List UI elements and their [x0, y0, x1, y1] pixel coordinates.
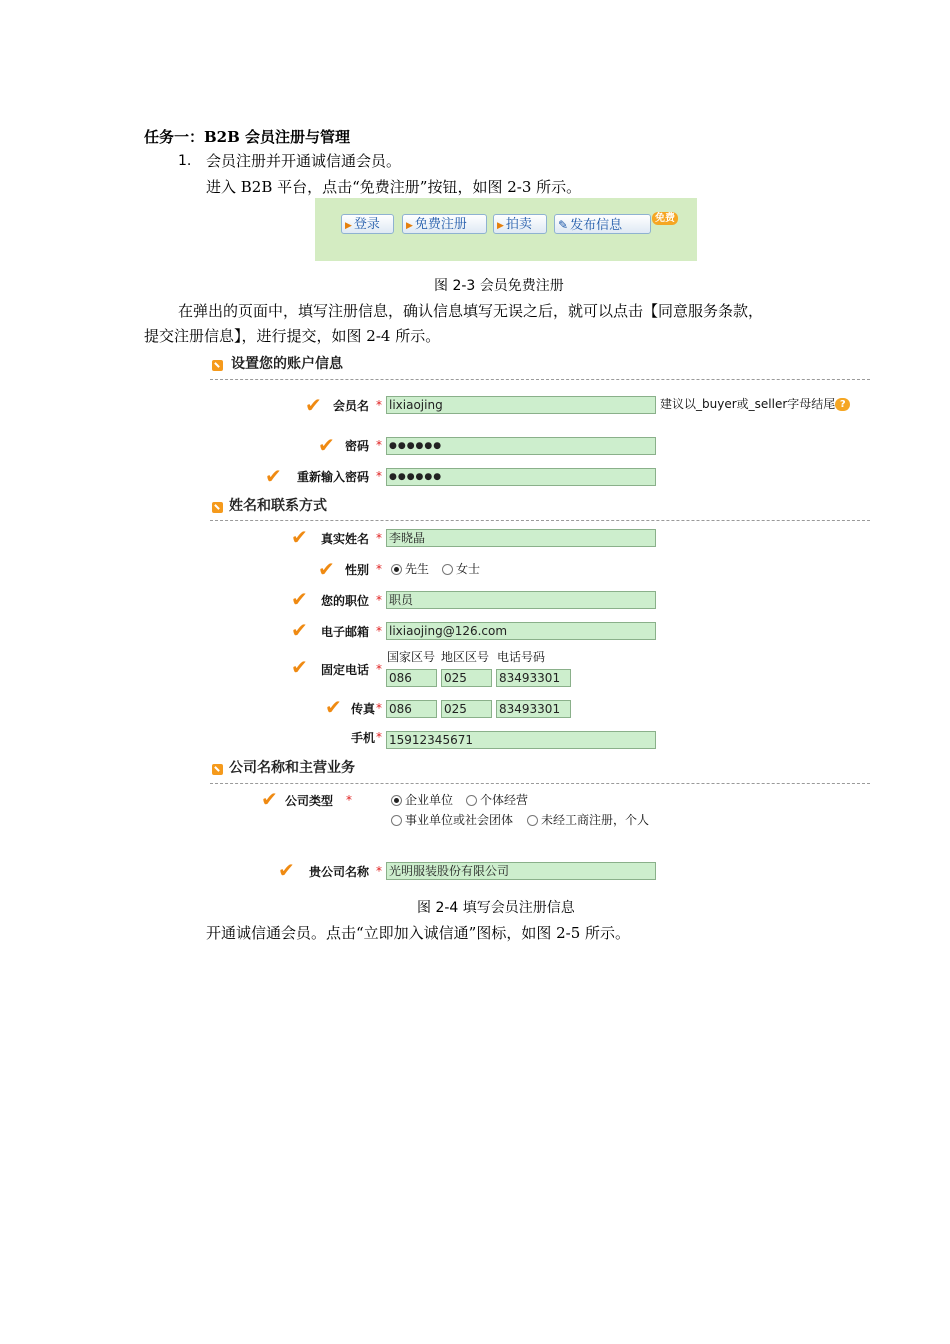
required-mark: *	[376, 701, 382, 715]
type-unregistered-label: 未经工商注册，个人	[541, 813, 650, 827]
company-name-label: 贵公司名称	[308, 865, 369, 879]
paragraph-line-1: 在弹出的页面中，填写注册信息，确认信息填写无误之后，就可以点击【同意服务条款，	[178, 302, 764, 320]
step-number: 1.	[178, 153, 192, 169]
position-input[interactable]: 职员	[386, 591, 656, 609]
radio-unchecked-icon	[442, 564, 453, 575]
required-mark: *	[376, 531, 382, 545]
divider	[210, 379, 870, 380]
repassword-label: 重新输入密码	[296, 470, 369, 484]
check-icon: ✔	[278, 858, 295, 882]
radio-unchecked-icon	[466, 795, 477, 806]
radio-checked-icon	[391, 795, 402, 806]
register-label: 免费注册	[414, 217, 467, 232]
gender-label: 性别	[344, 563, 369, 577]
free-register-button[interactable]	[402, 214, 487, 234]
required-mark: *	[376, 864, 382, 878]
type-enterprise-radio[interactable]	[391, 793, 453, 807]
phone-country-input[interactable]: 086	[386, 669, 437, 687]
type-individual-label: 个体经营	[480, 793, 529, 807]
publish-button[interactable]	[554, 214, 651, 234]
mobile-input[interactable]: 15912345671	[386, 731, 656, 749]
type-unregistered-radio[interactable]	[527, 813, 649, 827]
check-icon: ✔	[318, 433, 335, 457]
publish-label: 发布信息	[570, 218, 623, 233]
required-mark: *	[376, 662, 382, 676]
section-company-title: 公司名称和主营业务	[229, 760, 355, 776]
check-icon: ✔	[291, 655, 308, 679]
fax-label: 传真	[350, 702, 375, 716]
password-label: 密码	[344, 439, 369, 453]
arrow-icon: ▶	[497, 221, 504, 231]
step-title: 会员注册并开通诚信通会员。	[206, 152, 402, 170]
check-icon: ✔	[291, 525, 308, 549]
arrow-icon: ▶	[406, 221, 413, 231]
required-mark: *	[376, 469, 382, 483]
company-type-label: 公司类型	[285, 794, 334, 808]
required-mark: *	[376, 730, 382, 744]
task-heading: 任务一：B2B 会员注册与管理	[144, 128, 351, 146]
step-text: 进入 B2B 平台，点击“免费注册”按钮，如图 2-3 所示。	[206, 178, 582, 196]
arrow-icon: ▶	[345, 221, 352, 231]
type-enterprise-label: 企业单位	[405, 793, 454, 807]
gender-female-label: 女士	[456, 562, 481, 576]
free-badge: 免费	[652, 212, 678, 225]
fax-country-input[interactable]: 086	[386, 700, 437, 718]
required-mark: *	[376, 593, 382, 607]
required-mark: *	[376, 398, 382, 412]
paragraph-line-2: 提交注册信息】，进行提交，如图 2-4 所示。	[144, 327, 441, 345]
check-icon: ✔	[318, 557, 335, 581]
check-icon: ✔	[325, 695, 342, 719]
gender-male-radio[interactable]	[391, 562, 429, 576]
member-name-label: 会员名	[332, 399, 369, 413]
type-institution-label: 事业单位或社会团体	[405, 813, 514, 827]
phone-col-number: 电话号码	[497, 650, 546, 664]
section-account-title: 设置您的账户信息	[231, 356, 343, 372]
section-arrow-icon	[212, 502, 223, 513]
figure-caption-2-3: 图 2-3 会员免费注册	[434, 278, 564, 294]
closing-text: 开通诚信通会员。点击“立即加入诚信通”图标，如图 2-5 所示。	[206, 924, 631, 942]
fax-number-input[interactable]: 83493301	[496, 700, 571, 718]
email-label: 电子邮箱	[320, 625, 369, 639]
login-label: 登录	[353, 217, 380, 232]
radio-unchecked-icon	[527, 815, 538, 826]
help-icon[interactable]: ?	[835, 398, 850, 411]
required-mark: *	[376, 624, 382, 638]
mobile-label: 手机	[350, 731, 375, 745]
auction-label: 拍卖	[505, 217, 532, 232]
gender-male-label: 先生	[405, 562, 430, 576]
company-name-input[interactable]: 光明服装股份有限公司	[386, 862, 656, 880]
check-icon: ✔	[261, 787, 278, 811]
check-icon: ✔	[291, 618, 308, 642]
phone-col-area: 地区区号	[441, 650, 490, 664]
edit-icon: ✎	[558, 218, 569, 232]
gender-female-radio[interactable]	[442, 562, 480, 576]
position-label: 您的职位	[320, 594, 369, 608]
section-arrow-icon	[212, 360, 223, 371]
type-individual-radio[interactable]	[466, 793, 528, 807]
required-mark: *	[346, 793, 352, 807]
phone-area-input[interactable]: 025	[441, 669, 492, 687]
fax-area-input[interactable]: 025	[441, 700, 492, 718]
check-icon: ✔	[305, 393, 322, 417]
real-name-label: 真实姓名	[320, 532, 369, 546]
radio-unchecked-icon	[391, 815, 402, 826]
required-mark: *	[376, 562, 382, 576]
type-institution-radio[interactable]	[391, 813, 513, 827]
email-input[interactable]: lixiaojing@126.com	[386, 622, 656, 640]
auction-button[interactable]	[493, 214, 547, 234]
login-button[interactable]	[341, 214, 394, 234]
phone-label: 固定电话	[320, 663, 369, 677]
required-mark: *	[376, 438, 382, 452]
check-icon: ✔	[291, 587, 308, 611]
register-toolbar-figure	[315, 198, 697, 261]
repassword-input[interactable]: ●●●●●●	[386, 468, 656, 486]
member-name-hint-text: 建议以_buyer或_seller字母结尾	[660, 397, 836, 411]
check-icon: ✔	[265, 464, 282, 488]
figure-caption-2-4: 图 2-4 填写会员注册信息	[417, 900, 575, 916]
radio-checked-icon	[391, 564, 402, 575]
section-contact-title: 姓名和联系方式	[229, 498, 327, 514]
password-input[interactable]: ●●●●●●	[386, 437, 656, 455]
divider	[210, 783, 870, 784]
section-arrow-icon	[212, 764, 223, 775]
phone-col-country: 国家区号	[387, 650, 436, 664]
real-name-input[interactable]: 李晓晶	[386, 529, 656, 547]
member-name-input[interactable]: lixiaojing	[386, 396, 656, 414]
member-name-hint	[660, 397, 850, 411]
divider	[210, 520, 870, 521]
phone-number-input[interactable]: 83493301	[496, 669, 571, 687]
